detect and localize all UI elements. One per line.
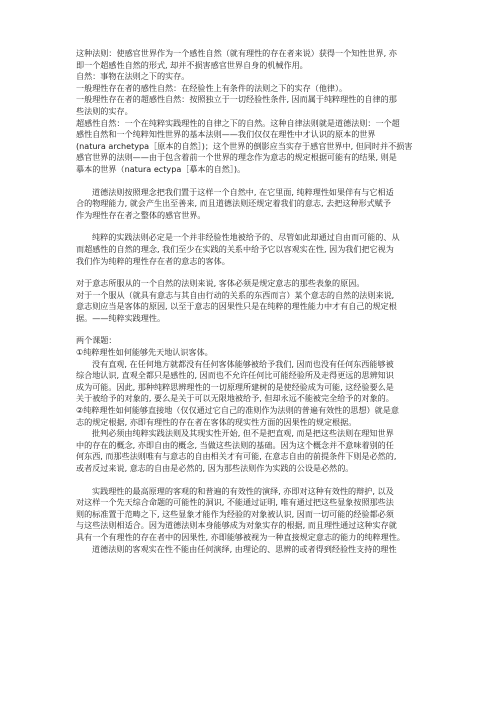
text-line: 则的标准置于范畴之下, 这些显象才能作为经验的对象被认识, 因而一切可能的经验都必须: [76, 508, 394, 519]
text-line: 两个课题：: [76, 335, 117, 346]
text-line: ②纯粹理性如何能够直接地（仅仅通过它自己的准则作为法则的普遍有效性的思想）就是意: [76, 405, 399, 416]
text-line: ①纯粹理性如何能够先天地认识客体。: [76, 347, 213, 358]
text-line: 志的规定根据, 亦即有理性的存在者在客体的现实性方面的因果性的规定根据。: [76, 416, 357, 427]
text-line: 与这些法则相适合。因为道德法则本身能够成为对象实存的根据, 而且理性通过这种实存就: [76, 520, 397, 531]
text-line: 道德法则的客观实在性不能由任何演绎, 由理论的、思辨的或者得到经验性支持的理性: [92, 543, 397, 554]
text-line: 道德法则按照理念把我们置于这样一个自然中, 在它里面, 纯粹理性如果伴有与它相适: [92, 186, 394, 197]
text-line: 具有一个有理性的存在者中的因果性, 亦即能够被视为一种直接规定意志的能力的纯粹理性。: [76, 531, 405, 542]
text-line: 我们作为纯粹的理性存在者的意志的客体。: [76, 255, 230, 266]
text-line: 作为理性存在者之整体的感官世界。: [76, 209, 206, 220]
text-line: 一般理性存在者的超感性自然：按照独立于一切经验性条件, 因而属于纯粹理性的自律的那: [76, 94, 397, 105]
text-line: 摹本的世界（natura ectypa［摹本的自然］)。: [76, 163, 246, 174]
paragraph-will-object: [76, 278, 448, 324]
section-two-problems: [76, 335, 448, 474]
text-line: 或者反过来说, 意志的自由是必然的, 因为那些法则作为实践的公设是必然的。: [76, 463, 354, 473]
text-line: 没有直观, 在任何地方就都没有任何客体能够被给予我们, 因而也没有任何东西能够被: [92, 358, 394, 369]
text-line: 感性自然和一个纯粹知性世界的基本法则——我们仅仅在理性中才认识的原本的世界: [76, 129, 376, 140]
section-natural-law: [76, 48, 448, 176]
text-line: 何东西, 而那些法则唯有与意志的自由相关才有可能, 在意志自由的前提条件下则是必然的,: [76, 451, 397, 462]
text-line: 关于被给予的对象的, 要么是关于可以无限地被给予, 但却永远不能被完全给予的对象的。: [76, 393, 394, 404]
text-line: 综合地认识, 直观全都只是感性的, 因而也不允许任何比可能经验所及走得更远的思辨知识: [76, 370, 394, 381]
text-line: 纯粹的实践法则必定是一个并非经验性地被给予的、尽管如此却通过自由而可能的、从: [92, 232, 400, 243]
text-line: 自然：事物在法则之下的实存。: [76, 71, 190, 82]
paragraph-moral-law: [76, 187, 448, 222]
text-line: 成为可能。因此, 那种纯粹思辨理性的一切原理所建树的是使经验成为可能, 这经验要么是: [76, 381, 394, 392]
text-line: 据。——纯粹实践理性。: [76, 312, 166, 323]
text-line: 超感性自然：一个在纯粹实践理性的自律之下的自然。这种自律法则就是道德法则：一个超: [76, 117, 400, 128]
text-line: 合的物理能力, 就会产生出至善来, 而且道德法则还规定着我们的意志, 去把这种形式赋予: [76, 198, 391, 209]
text-line: 感官世界的法则——由于包含着前一个世界的理念作为意志的规定根据可能有的结果, 则是: [76, 152, 397, 163]
text-line: 意志则应当是客体的原因, 以至于意志的因果性只是在纯粹的理性能力中才有自己的规定根: [76, 301, 397, 312]
text-line: 些法则的实存。: [76, 105, 133, 116]
text-line: 批判必须由纯粹实践法则及其现实性开始, 但不是把直观, 而是把这些法则在理知世界: [92, 428, 394, 439]
text-line: 这种法则：使感官世界作为一个感性自然（就有理性的存在者来说）获得一个知性世界, 亦: [76, 48, 397, 58]
text-line: 即一个超感性自然的形式, 却并不损害感官世界自身的机械作用。: [76, 59, 308, 70]
text-line: 对于意志所服从的一个自然的法则来说, 客体必须是规定意志的那些表象的原因。: [76, 278, 365, 289]
text-line: 对于一个服从（就具有意志与其自由行动的关系的东西而言）某个意志的自然的法则来说,: [76, 289, 395, 300]
text-line: 一般理性存在者的感性自然：在经验性上有条件的法则之下的实存（他律）。: [76, 82, 348, 93]
text-line: 中的存在的概念, 亦即自由的概念, 当做这些法则的基础。因为这个概念并不意味着别的任: [76, 439, 394, 450]
text-line: 对这样一个先天综合命题的可能性的洞识, 不能通过证明, 唯有通过把这些显象按照那些法: [76, 497, 394, 508]
text-line: 实践理性的最高原理的客观的和普遍的有效性的演绎, 亦即对这种有效性的辩护, 以及: [92, 485, 394, 496]
paragraph-practical-law: [76, 232, 448, 267]
text-line: 而超感性的自然的理念, 我们至少在实践的关系中给予它以容观实在性, 因为我们把它视为: [76, 243, 394, 254]
text-line: (natura archetypa［原本的自然］)；这个世界的倒影应当实存于感官世界中, 但同时并不损害: [76, 140, 413, 151]
paragraph-deduction: [76, 486, 448, 556]
